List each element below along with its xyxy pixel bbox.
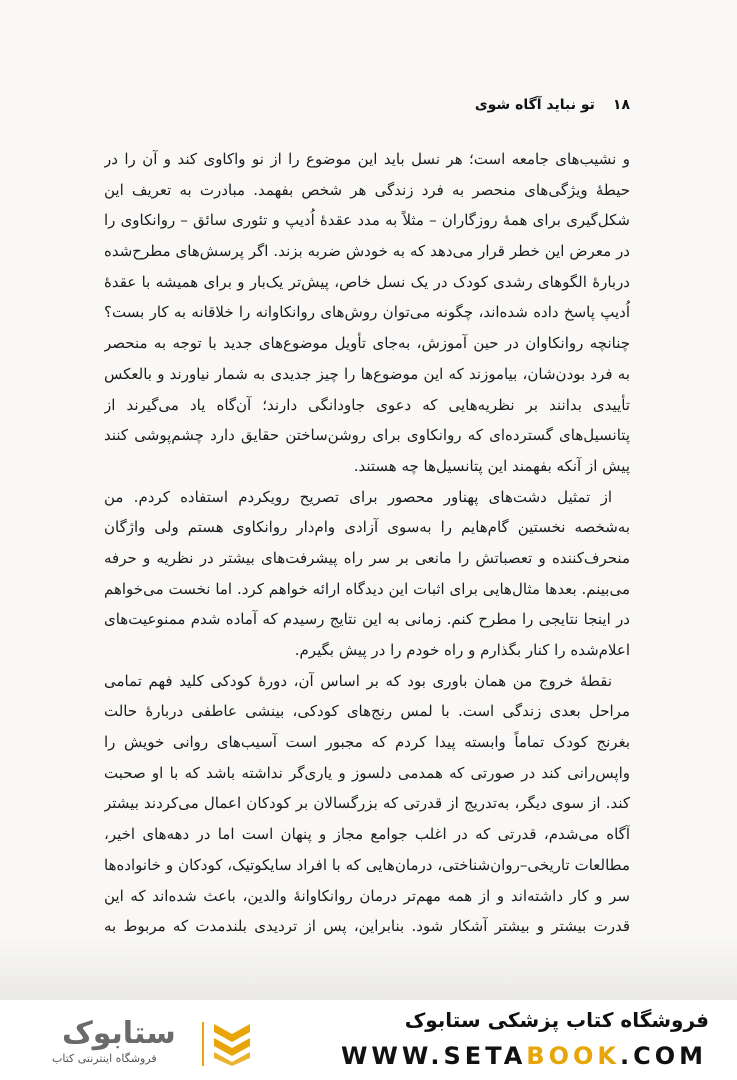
store-footer <box>0 1000 737 1080</box>
running-title: تو نباید آگاه شوی <box>474 97 595 113</box>
text-line: شکل‌گیری برای همهٔ روزگاران – مثلاً به مدد عقدهٔ اُدیپ و تئوری سائق – روانکاوی را <box>104 211 630 230</box>
store-name: فروشگاه کتاب پزشکی ستابوک <box>404 1008 709 1032</box>
logo-text: ستابوک <box>62 1016 176 1051</box>
logo-divider <box>202 1022 204 1066</box>
text-line: آگاه می‌شدم، قدرتی که در اغلب جوامع مجاز و پنهان است اما در دهه‌های اخیر، <box>104 825 630 844</box>
page-number: ۱۸ <box>612 97 630 113</box>
text-line: می‌بینم. بعدها مثال‌هایی برای اثبات این دیدگاه ارائه خواهم کرد. اما نخست می‌خواهم <box>104 579 630 598</box>
text-line: بغرنج کودک تماماً وابسته پیدا کردم که مجبور است آسیب‌های روانی خویش را <box>104 733 630 752</box>
text-line: پتانسیل‌های گسترده‌ای که روانکاوی برای روشن‌ساختن حقایق دارد چشم‌پوشی کنند <box>104 426 630 445</box>
text-line: اُدیپ پاسخ داده شده‌اند، چگونه می‌توان روش‌های روانکاوانه را خلاقانه به کار بست؟ <box>104 303 630 322</box>
paragraph-3 <box>104 666 630 942</box>
text-line: در اینجا نتایجی را مطرح کنم. زمانی به این نتایج رسیدم که آماده شدم ممنوعیت‌های <box>104 610 630 629</box>
text-line: پیش از آنکه بفهمند این پتانسیل‌ها چه هستند. <box>353 456 630 475</box>
url-suffix: .COM <box>619 1042 707 1070</box>
text-line: و نشیب‌های جامعه است؛ هر نسل باید این موضوع را از نو واکاوی کند و آن را در <box>104 150 630 168</box>
text-line: اعلام‌شده را کنار بگذارم و راه خودم را در پیش بگیرم. <box>294 641 630 659</box>
url-prefix: WWW.SETA <box>340 1042 527 1070</box>
text-line: قدرت بیشتر و بیشتر آشکار شود. بنابراین، پس از تردیدی بلندمدت که مربوط به <box>104 917 630 936</box>
text-line: منحرف‌کننده و تعصباتش را مانعی بر سر راه پیشرفت‌های بیشتر در نظریه و حرفه <box>104 548 630 567</box>
url-accent: BOOK <box>526 1042 620 1070</box>
text-line: مطالعات تاریخی–روان‌شناختی، درمان‌هایی که با افراد سایکوتیک، کودکان و خانواده‌ها <box>104 855 630 874</box>
paragraph-1 <box>104 144 630 482</box>
text-line: مراحل بعدی زندگی است. با لمس رنج‌های کودکی، بینشی عاطفی دربارهٔ حالت <box>104 702 630 721</box>
page-header <box>105 94 630 116</box>
text-line: کند. از سوی دیگر، به‌تدریج از قدرتی که بزرگسالان بر کودکان اعمال می‌کردند بیشتر <box>104 794 630 813</box>
text-line: سر و کار داشته‌اند و از همه مهم‌تر درمان روانکاوانهٔ والدین، باعث شده‌اند که این <box>104 886 630 905</box>
store-logo[interactable] <box>22 1014 252 1072</box>
text-line: نقطهٔ خروج من همان باوری بود که بر اساس آن، دورهٔ کودکی کلید فهم تمامی <box>104 671 613 690</box>
store-url[interactable] <box>341 1042 707 1070</box>
text-line: تأییدی بدانند بر نظریه‌هایی که دعوی جاودانگی دارند؛ آن‌گاه یاد می‌گیرند از <box>104 395 630 414</box>
logo-subtitle: فروشگاه اینترنتی کتاب <box>52 1052 157 1065</box>
text-line: دربارهٔ الگوهای رشدی کودک در یک نسل خاص، پیش‌تر یک‌بار و برای همیشه با عقدهٔ <box>104 272 630 291</box>
text-line: به‌شخصه نخستین گام‌هایم را به‌سوی آزادی وام‌دار روانکاوی هستم ولی واژگان <box>104 518 630 537</box>
text-line: چنانچه روانکاوان در حین آموزش، به‌جای تأویل موضوع‌های جدید با توجه به منحصر <box>104 334 630 353</box>
text-line: واپس‌رانی کند در صورتی که همدمی دلسوز و یاری‌گر نداشته باشد که با او صحبت <box>104 763 630 782</box>
text-line: از تمثیل دشت‌های پهناور محصور برای تصریح رویکردم استفاده کردم. من <box>104 487 612 506</box>
paragraph-2 <box>104 482 630 666</box>
page-body <box>104 144 630 942</box>
chevron-mark-icon <box>212 1020 252 1066</box>
text-line: در معرض این خطر قرار می‌دهد که به خودش ضربه بزند. اگر پرسش‌های مطرح‌شده <box>104 242 630 261</box>
text-line: به فرد بودن‌شان، بیاموزند که این موضوع‌ها را چیز جدیدی به شمار نیاورند و بالعکس <box>104 364 630 383</box>
page-bottom-fade <box>0 935 737 1005</box>
text-line: حیطهٔ ویژگی‌های منحصر به فرد زندگی هر شخص بفهمد. مبادرت به تعریف این <box>104 180 630 199</box>
